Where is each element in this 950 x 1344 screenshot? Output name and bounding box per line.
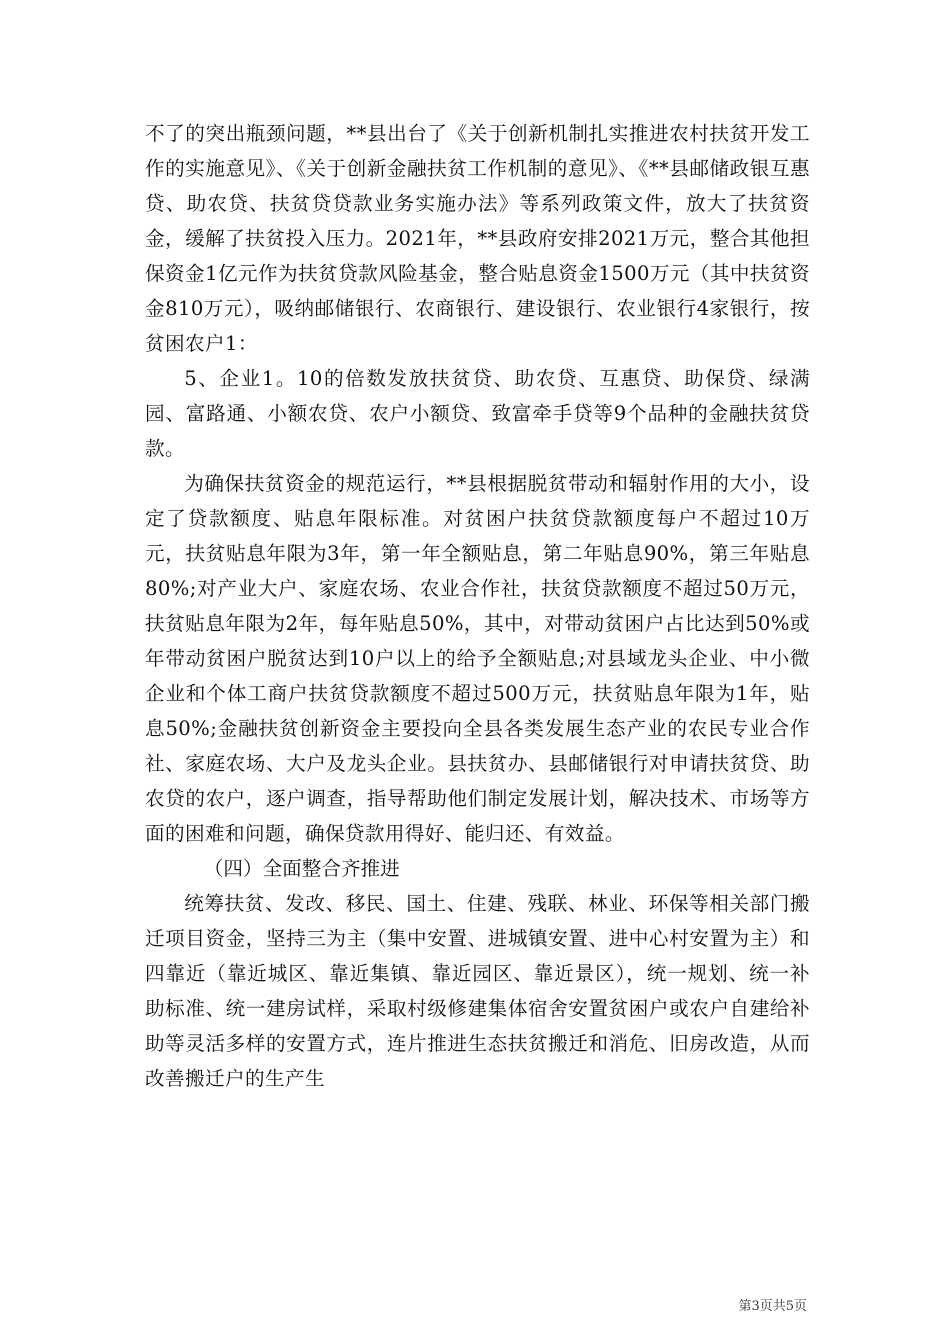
- section-heading-four: （四）全面整合齐推进: [203, 857, 400, 880]
- paragraph-relocation: 统筹扶贫、发改、移民、国土、住建、残联、林业、环保等相关部门搬迁项目资金，坚持三为主（集中安置、进城镇安置、进中心村安置为主）和四靠近（靠近城区、靠近集镇、靠近园区、靠近景区），统一规划、统一补助标准、统一建房试样，采取村级修建集体宿舍安置贫困户或农户自建给补助等灵活多样的安置方式，连片推进生态扶贫搬迁和消危、旧房改造，从而改善搬迁户的生产生: [145, 892, 810, 1090]
- paragraph-policy-documents: 不了的突出瓶颈问题，**县出台了《关于创新机制扎实推进农村扶贫开发工作的实施意见》、《关于创新金融扶贫工作机制的意见》、《**县邮储政银互惠贷、助农贷、扶贫贷贷款业务实施办法》等系列政策文件，放大了扶贫资金，缓解了扶贫投入压力。2021年，**县政府安排2021万元，整合其他担保资金1亿元作为扶贫贷款风险基金，整合贴息资金1500万元（其中扶贫资金810万元），吸纳邮储银行、农商银行、建设银行、农业银行4家银行，按贫困农户1：: [145, 122, 810, 355]
- paragraph-loan-standards: 为确保扶贫资金的规范运行，**县根据脱贫带动和辐射作用的大小，设定了贷款额度、贴息年限标准。对贫困户扶贫贷款额度每户不超过10万元，扶贫贴息年限为3年，第一年全额贴息，第二年贴息90%，第三年贴息80%;对产业大户、家庭农场、农业合作社，扶贫贷款额度不超过50万元，扶贫贴息年限为2年，每年贴息50%，其中，对带动贫困户占比达到50%或年带动贫困户脱贫达到10户以上的给予全额贴息;对县域龙头企业、中小微企业和个体工商户扶贫贷款额度不超过500万元，扶贫贴息年限为1年，贴息50%;金融扶贫创新资金主要投向全县各类发展生态产业的农民专业合作社、家庭农场、大户及龙头企业。县扶贫办、县邮储银行对申请扶贫贷、助农贷的农户，逐户调查，指导帮助他们制定发展计划，解决技术、市场等方面的困难和问题，确保贷款用得好、能归还、有效益。: [145, 472, 810, 845]
- paragraph-loan-products: 5、企业1。10的倍数发放扶贫贷、助农贷、互惠贷、助保贷、绿满园、富路通、小额农贷、农户小额贷、致富牵手贷等9个品种的金融扶贫贷款。: [145, 367, 810, 460]
- document-body: [145, 116, 810, 1096]
- page-number: 第3页共5页: [738, 1299, 807, 1314]
